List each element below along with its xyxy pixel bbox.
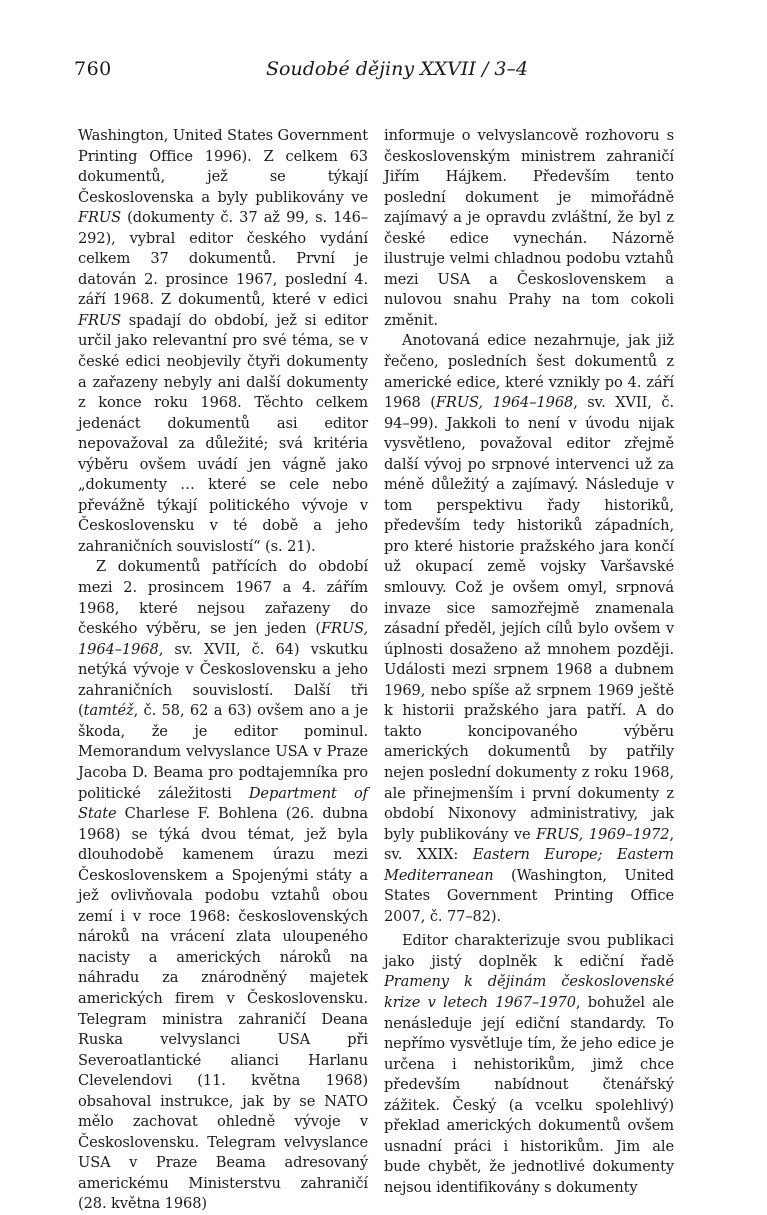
text-run: Editor charakterizuje svou publikaci jako jistý doplněk k ediční řadě bbox=[384, 932, 674, 970]
paragraph bbox=[384, 931, 674, 1198]
italic-text-run: FRUS, 1969–1972 bbox=[536, 825, 670, 843]
text-run: Anotovaná edice nezahrnuje, jak již řečeno, posledních šest dokumentů z americké edice, které vznikly po 4. září 1968 ( bbox=[384, 332, 674, 412]
text-run: , sv. XVII, č. 94–99). Jakkoli to není v úvodu nijak vysvětleno, považoval editor zřejmě další vývoj po srpnové intervenci už za méně důležitý a zajímavý. Následuje v tom perspektivu řady historiků, především tedy historiků západních, pro které historie pražského jara končí už okupací země vojsky Varšavské smlouvy. Což je ovšem omyl, srpnová invaze sice samozřejmě znamenala zásadní předěl, jejích cílů bylo ovšem v úplnosti dosaženo až mnohem později. Události mezi srpnem 1968 a dubnem 1969, nebo spíše až srpnem 1969 ještě k historii pražského jara patří. A do takto koncipovaného výběru amerických dokumentů by patřily nejen poslední dokumenty z roku 1968, ale přinejmenším i první dokumenty z období Nixonovy administrativy, jak byly publikovány ve bbox=[384, 394, 674, 843]
text-run: , sv. XXIX: bbox=[384, 825, 674, 864]
text-run: Z dokumentů patřících do období mezi 2. prosincem 1967 a 4. zářím 1968, které nejsou zařazeny do českého výběru, se jen jeden ( bbox=[78, 558, 368, 638]
text-run: , bohužel ale nenásleduje její ediční standardy. To nepřímo vysvětluje tím, že jeho edice je určena i nehistorikům, jimž chce především nabídnout čtenářský zážitek. Český (a vcelku spolehlivý) překlad amerických dokumentů ovšem usnadní práci i historikům. Jim ale bude chybět, že jednotlivé dokumenty nejsou identifikovány s dokumenty bbox=[384, 993, 674, 1196]
text-run: Washington, United States Government Printing Office 1996). Z celkem 63 dokumentů, jež se týkají Československa a byly publikovány ve bbox=[78, 127, 368, 206]
text-run: (Washington, United States Government Printing Office 2007, č. 77–82). bbox=[384, 866, 674, 925]
italic-text-run: tamtéž bbox=[83, 702, 134, 720]
paragraph bbox=[384, 331, 674, 927]
paragraph bbox=[78, 557, 368, 1215]
page-number: 760 bbox=[74, 58, 112, 80]
italic-text-run: FRUS, 1964–1968 bbox=[78, 620, 368, 658]
text-run: Charlese F. Bohlena (26. dubna 1968) se týká dvou témat, jež byla dlouhodobě kamenem úrazu mezi Československem a Spojenými státy a jež ovlivňovala podobu vztahů obou zemí i v roce 1968: československých nároků na vrácení zlata uloupeného nacisty a amerických nároků na náhradu za znárodněný majetek amerických firem v Československu. Telegram ministra zahraničí Deana Ruska velvyslanci USA při Severoatlantické alianci Harlanu Clevelendovi (11. května 1968) obsahoval instrukce, jak by se NATO mělo zachovat ohledně vývoje v Československu. Telegram velvyslance USA v Praze Beama adresovaný americkému Ministerstvu zahraničí (28. května 1968) bbox=[78, 805, 368, 1213]
right-text-column bbox=[384, 126, 674, 1198]
text-run: informuje o velvyslancově rozhovoru s československým ministrem zahraničí Jiřím Hájkem. Především tento poslední dokument je mimořádně zajímavý a je opravdu zvláštní, že byl z české edice vynechán. Názorně ilustruje velmi chladnou podobu vztahů mezi USA a Československem a nulovou snahu Prahy na tom cokoli změnit. bbox=[384, 127, 674, 329]
italic-text-run: FRUS bbox=[78, 311, 122, 329]
italic-text-run: Eastern Europe; Eastern Mediterranean bbox=[384, 846, 674, 884]
text-run: (dokumenty č. 37 až 99, s. 146–292), vybral editor českého vydání celkem 37 dokumentů. První je datován 2. prosince 1967, poslední 4. září 1968. Z dokumentů, které v edici bbox=[78, 209, 368, 309]
text-run: , č. 58, 62 a 63) ovšem ano a je škoda, že je editor pominul. Memorandum velvyslance USA v Praze Jacoba D. Beama pro podtajemníka pro politické záležitosti bbox=[78, 702, 368, 802]
italic-text-run: Prameny k dějinám československé krize v letech 1967–1970 bbox=[384, 973, 674, 1011]
running-head: Soudobé dějiny XXVII / 3–4 bbox=[266, 58, 529, 80]
italic-text-run: Department of State bbox=[78, 784, 368, 823]
text-run: , sv. XVII, č. 64) vskutku netýká vývoje v Československu a jeho zahraničních souvislostí. Další tři ( bbox=[78, 640, 368, 720]
paragraph bbox=[78, 126, 368, 557]
paragraph bbox=[384, 126, 674, 331]
italic-text-run: FRUS, 1964–1968 bbox=[435, 394, 574, 412]
text-run: spadají do období, jež si editor určil jako relevantní pro své téma, se v české edici neobjevily čtyři dokumenty a zařazeny nebyly ani další dokumenty z konce roku 1968. Těchto celkem jedenáct dokumentů asi editor nepovažoval za důležité; svá kritéria výběru ovšem uvádí jen vágně jako „dokumenty … které se cele nebo převážně týkají politického vývoje v Československu v té době a jeho zahraničních souvislostí“ (s. 21). bbox=[78, 311, 368, 555]
left-text-column bbox=[78, 126, 368, 1215]
italic-text-run: FRUS bbox=[78, 209, 122, 227]
